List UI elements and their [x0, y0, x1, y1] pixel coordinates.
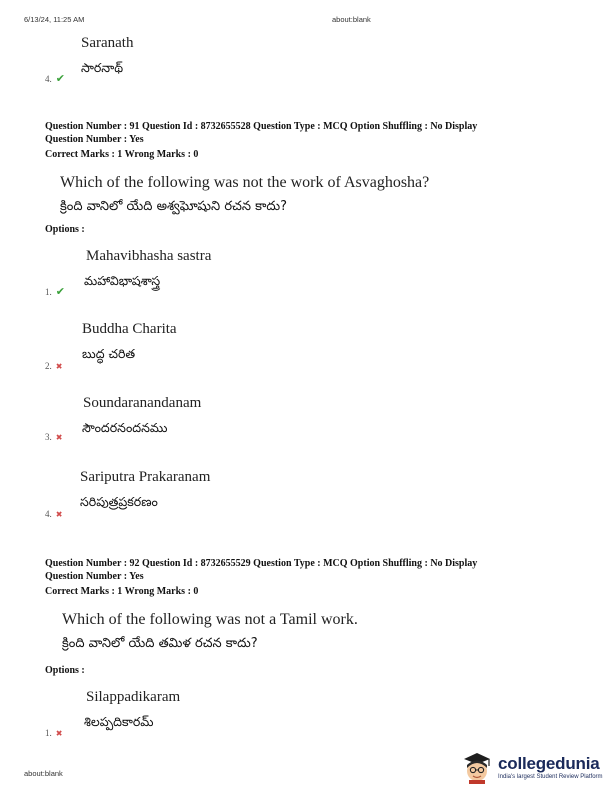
collegedunia-logo: [458, 748, 608, 788]
question-text-english: Which of the following was not the work of Asvaghosha?: [60, 174, 430, 191]
options-label: Options :: [45, 224, 85, 235]
prev-option-english: Saranath: [81, 35, 134, 51]
option-english: Silappadikaram: [86, 689, 181, 705]
print-datetime: 6/13/24, 11:25 AM: [24, 15, 85, 24]
option-number: [45, 361, 62, 371]
wrong-cross-icon: ✖: [55, 361, 63, 371]
wrong-cross-icon: ✖: [55, 432, 63, 442]
print-page-title: about:blank: [332, 15, 371, 24]
option-telugu: బుద్ధ చరిత: [82, 346, 136, 361]
option-number-label: 1.: [45, 286, 52, 297]
option-number-label: 4.: [45, 73, 52, 84]
option-telugu: సరిపుత్రప్రకరణం: [80, 494, 158, 509]
option-telugu: మహావిభాషశాస్త్ర: [84, 273, 161, 288]
option-telugu: సౌందరనందనము: [82, 420, 168, 435]
wrong-cross-icon: ✖: [55, 509, 63, 519]
option-english: Soundaranandanam: [83, 395, 202, 411]
logo-name: collegedunia: [498, 754, 600, 773]
student-avatar-icon: [460, 750, 494, 784]
wrong-cross-icon: ✖: [55, 728, 63, 738]
option-english: Mahavibhasha sastra: [86, 248, 212, 264]
option-english: Sariputra Prakaranam: [80, 469, 211, 485]
option-number-label: 4.: [45, 509, 52, 519]
option-number-label: 1.: [45, 728, 52, 738]
option-number: [45, 509, 62, 519]
option-english: Buddha Charita: [82, 321, 177, 337]
option-number: [45, 285, 65, 298]
prev-option-telugu: సారనాథ్: [81, 60, 124, 75]
correct-check-icon: ✔: [55, 285, 65, 298]
question-meta: [45, 558, 477, 599]
option-number: [45, 432, 62, 442]
option-number-label: 2.: [45, 361, 52, 371]
option-telugu: శిలప్పదికారమ్: [84, 714, 154, 729]
question-meta-line: Question Number : Yes: [45, 133, 144, 145]
logo-tagline: India's largest Student Review Platform: [498, 774, 603, 780]
question-meta-line: Correct Marks : 1 Wrong Marks : 0: [45, 586, 199, 597]
options-label: Options :: [45, 665, 85, 676]
option-number-label: 3.: [45, 432, 52, 442]
option-number: [45, 728, 62, 738]
correct-check-icon: ✔: [55, 72, 65, 85]
question-text-english: Which of the following was not a Tamil work.: [62, 611, 358, 628]
question-meta-line: Question Number : Yes: [45, 570, 144, 582]
prev-option-number: [45, 72, 65, 85]
question-meta-line: Correct Marks : 1 Wrong Marks : 0: [45, 149, 199, 160]
question-text-telugu: క్రింది వానిలో యేది తమిళ రచన కాదు?: [62, 636, 258, 651]
question-text-telugu: క్రింది వానిలో యేది అశ్వఘోషుని రచన కాదు?: [60, 199, 288, 214]
question-meta-line: Question Number : 92 Question Id : 8732655529 Question Type : MCQ Option Shuffling : No Display: [45, 558, 478, 569]
question-meta-line: Question Number : 91 Question Id : 8732655528 Question Type : MCQ Option Shuffling : No Display: [45, 121, 478, 132]
print-footer-url: about:blank: [24, 769, 63, 778]
question-meta: [45, 121, 477, 162]
